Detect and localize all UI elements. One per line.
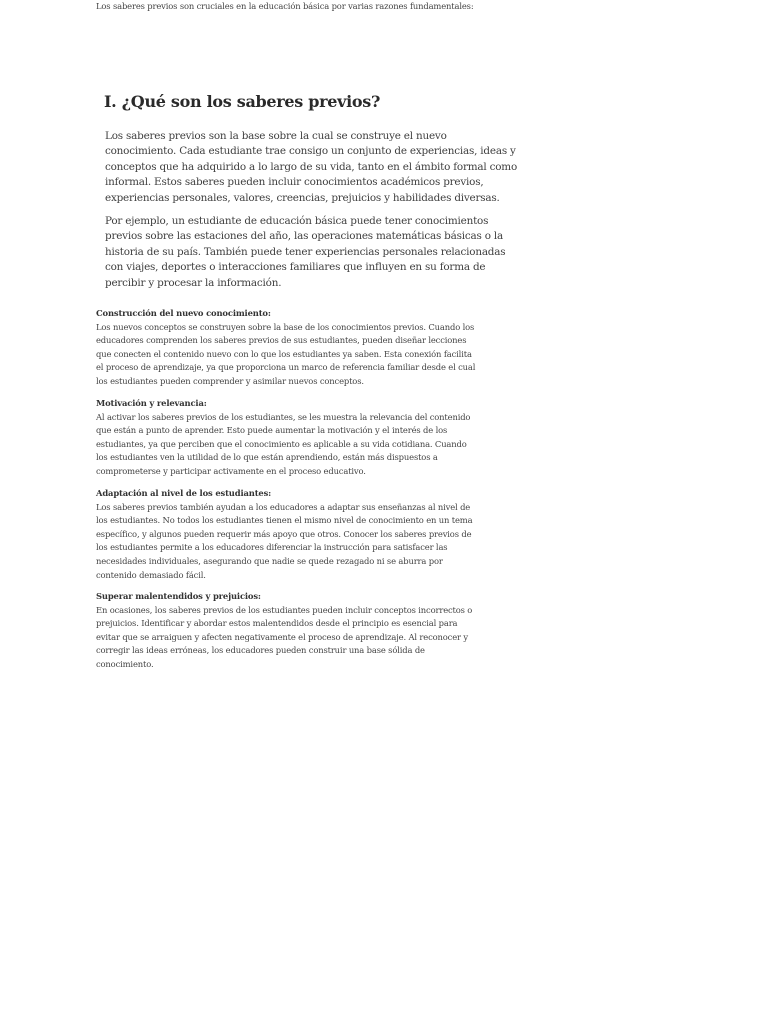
section-title: Motivación y relevancia: (96, 398, 207, 408)
section-text: En ocasiones, los saberes previos de los estudiantes pueden incluir conceptos incorrectos o prejuicios. Identificar y abordar estos malentendidos desde el principio es esencial para evitar que se arraiguen y afecten negativamente el proceso de aprendizaje. Al reconocer y corregir las ideas erróneas, los educadores pueden construir una base sólida de conocimiento. (96, 604, 473, 669)
intro-paragraph-1: Los saberes previos son la base sobre la cual se construye el nuevo conocimiento. Cada estudiante trae consigo un conjunto de experiencias, ideas y conceptos que ha adquirido a lo largo de su vida, tanto en el ámbito formal como informal. Estos saberes pueden incluir conocimientos académicos previos, experiencias personales, valores, creencias, prejuicios y habilidades diversas. (105, 130, 518, 204)
lead-paragraph (96, 0, 480, 14)
section-motivacion (96, 397, 480, 479)
section-title: Superar malentendidos y prejuicios: (96, 591, 261, 601)
section-text: Al activar los saberes previos de los estudiantes, se les muestra la relevancia del contenido que están a punto de aprender. Esto puede aumentar la motivación y el interés de los estudiantes, ya que perciben que el conocimiento es aplicable a su vida cotidiana. Cuando los estudiantes ven la utilidad de lo que están aprendiendo, están más dispuestos a comprometerse y participar activamente en el proceso educativo. (96, 411, 471, 476)
section-text: Los saberes previos también ayudan a los educadores a adaptar sus enseñanzas al nivel de los estudiantes. No todos los estudiantes tienen el mismo nivel de conocimiento en un tema específico, y algunos pueden requerir más apoyo que otros. Conocer los saberes previos de los estudiantes permite a los educadores diferenciar la instrucción para satisfacer las necesidades individuales, asegurando que nadie se quede rezagado ni se aburra por contenido demasiado fácil. (96, 501, 473, 580)
lead-text: Los saberes previos son cruciales en la educación básica por varias razones fundamentales: (96, 1, 474, 11)
section-title: Adaptación al nivel de los estudiantes: (96, 488, 272, 498)
section-text: Los nuevos conceptos se construyen sobre la base de los conocimientos previos. Cuando los educadores comprenden los saberes previos de sus estudiantes, pueden diseñar lecciones que conecten el contenido nuevo con lo que los estudiantes ya saben. Esta conexión facilita el proceso de aprendizaje, ya que proporciona un marco de referencia familiar desde el cual los estudiantes pueden comprender y asimilar nuevos conceptos. (96, 321, 476, 386)
intro-paragraph-2: Por ejemplo, un estudiante de educación básica puede tener conocimientos previos sobre las estaciones del año, las operaciones matemáticas básicas o la historia de su país. También puede tener experiencias personales relacionadas con viajes, deportes o interacciones familiares que influyen en su forma de percibir y procesar la información. (105, 215, 506, 289)
section-construccion (96, 307, 480, 389)
page-title: I. ¿Qué son los saberes previos? (104, 92, 381, 111)
section-malentendidos (96, 590, 480, 672)
section-adaptacion (96, 487, 480, 582)
section-title: Construcción del nuevo conocimiento: (96, 308, 271, 318)
